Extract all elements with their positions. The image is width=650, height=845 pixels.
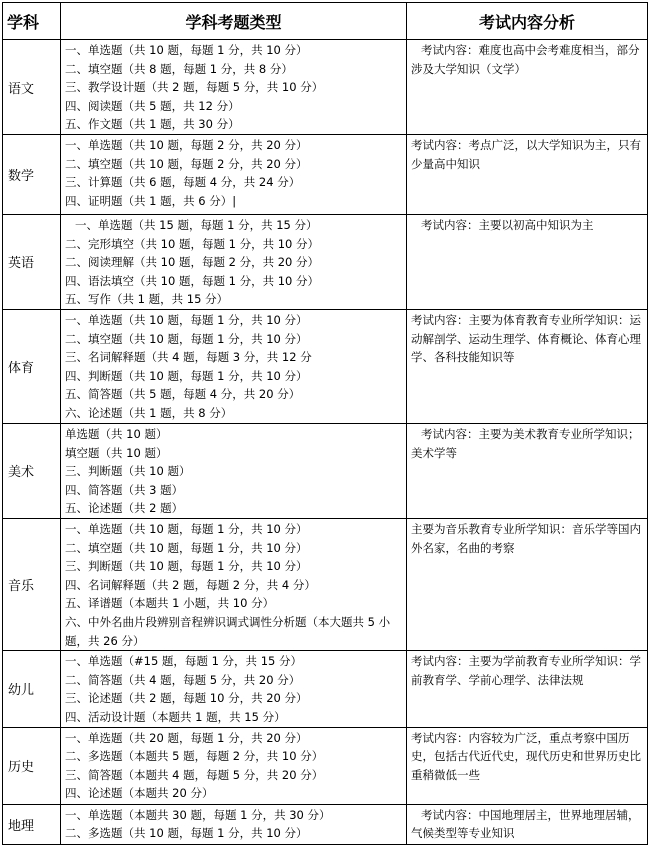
type-line [65,216,406,235]
subject-cell: 历史 [3,727,61,804]
type-line: 二、多选题（共 10 题，每题 1 分，共 10 分） [65,826,308,841]
type-line: 四、论述题（本题共 20 分） [65,786,214,801]
analysis-cell: 主要为音乐教育专业所学知识：音乐学等国内外名家，名曲的考察 [407,518,648,650]
subject-cell: 语文 [3,40,61,135]
type-line: 五、作文题（共 1 题，共 30 分） [65,117,240,132]
types-cell [61,40,407,135]
type-line: 四、名词解释题（共 2 题，每题 2 分，共 4 分） [65,577,316,592]
type-line: 四、阅读题（共 5 题，共 12 分） [65,98,240,113]
table-row [3,518,648,650]
type-line: 一、单选题（共 10 题，每题 1 分，共 10 分） [65,521,308,536]
type-line: 六、论述题（共 1 题，共 8 分） [65,405,233,420]
table-row [3,135,648,215]
type-line: 一、单选题（本题共 30 题，每题 1 分，共 30 分） [65,807,331,822]
type-line: 四、证明题（共 1 题，共 6 分）| [65,193,237,208]
types-cell [61,309,407,423]
type-line: 三、判断题（共 10 题，每题 1 分，共 10 分） [65,559,308,574]
header-types: 学科考题类型 [61,3,407,40]
type-line: 四、活动设计题（本题共 1 题，共 15 分） [65,709,286,724]
header-row [3,3,648,40]
subject-cell: 体育 [3,309,61,423]
table-row [3,651,648,727]
type-text: 一、单选题（共 15 题，每题 1 分，共 15 分） [75,218,318,232]
type-line: 二、简答题（共 4 题，每题 5 分，共 20 分） [65,672,301,687]
type-line: 填空题（共 10 题） [65,445,168,460]
type-line: 一、单选题（共 10 题，每题 1 分，共 10 分） [65,43,308,57]
type-line: 二、阅读理解（共 10 题，每题 2 分，共 20 分） [65,255,320,270]
table-row [3,727,648,804]
type-line: 三、名词解释题（共 4 题，每题 3 分，共 12 分 [65,350,312,365]
analysis-cell: 考试内容：考点广泛，以大学知识为主，只有少量高中知识 [407,135,648,215]
type-line: 四、简答题（共 3 题） [65,482,184,497]
subject-cell: 美术 [3,423,61,518]
type-line: 一、单选题（共 20 题，每题 1 分，共 20 分） [65,730,308,745]
analysis-cell [407,40,648,135]
types-cell [61,727,407,804]
type-line: 二、多选题（本题共 5 题，每题 2 分，共 10 分） [65,749,324,764]
type-line: 三、教学设计题（共 2 题，每题 5 分，共 10 分） [65,80,324,95]
type-line: 五、译谱题（本题共 1 小题，共 10 分） [65,596,275,611]
type-line: 一、单选题（共 10 题，每题 1 分，共 10 分） [65,312,308,327]
analysis-cell [407,423,648,518]
type-line: 单选题（共 10 题） [65,426,168,441]
table-row [3,309,648,423]
table-row [3,40,648,135]
analysis-cell [407,804,648,844]
analysis-text: 考试内容：主要以初高中知识为主 [421,218,594,232]
table-row [3,215,648,310]
type-line: 六、中外名曲片段辨别音程辨识调式调性分析题（本大题共 5 小题，共 26 分） [65,614,391,648]
type-line: 二、完形填空（共 10 题，每题 1 分，共 10 分） [65,236,320,251]
type-line: 三、判断题（共 10 题） [65,464,191,479]
types-cell [61,651,407,727]
analysis-cell: 考试内容：内容较为广泛，重点考察中国历史，包括古代近代史，现代历史和世界历史比重稍微低一些 [407,727,648,804]
type-line: 三、论述题（共 2 题，每题 10 分，共 20 分） [65,691,308,706]
type-line: 四、语法填空（共 10 题，每题 1 分，共 10 分） [65,273,320,288]
subject-cell: 幼儿 [3,651,61,727]
type-line: 三、计算题（共 6 题，每题 4 分，共 24 分） [65,175,301,190]
types-cell [61,423,407,518]
subject-cell: 数学 [3,135,61,215]
header-subject: 学科 [3,3,61,40]
analysis-cell: 考试内容：主要为体育教育专业所学知识：运动解剖学、运动生理学、体育概论、体育心理学、各科技能知识等 [407,309,648,423]
type-line: 五、简答题（共 5 题，每题 4 分，共 20 分） [65,387,301,402]
type-line: 二、填空题（共 10 题，每题 1 分，共 10 分） [65,540,308,555]
analysis-cell [407,215,648,310]
exam-table [2,2,648,845]
type-line: 三、简答题（本题共 4 题，每题 5 分，共 20 分） [65,767,324,782]
subject-cell: 音乐 [3,518,61,650]
analysis-text: 考试内容：难度也高中会考难度相当，部分涉及大学知识（文学） [411,43,640,76]
type-line: 四、判断题（共 10 题，每题 1 分，共 10 分） [65,368,308,383]
header-analysis: 考试内容分析 [407,3,648,40]
type-line: 五、写作（共 1 题，共 15 分） [65,292,229,307]
analysis-text: 考试内容：主要为美术教育专业所学知识；美术学等 [411,426,640,460]
types-cell [61,135,407,215]
type-line: 一、单选题（#15 题，每题 1 分，共 15 分） [65,654,302,669]
subject-cell: 地理 [3,804,61,844]
table-row [3,423,648,518]
types-cell [61,518,407,650]
analysis-cell: 考试内容：主要为学前教育专业所学知识：学前教育学、学前心理学、法律法规 [407,651,648,727]
type-line: 五、论述题（共 2 题） [65,501,184,516]
type-line: 一、单选题（共 10 题，每题 2 分，共 20 分） [65,138,308,152]
subject-cell: 英语 [3,215,61,310]
type-line: 二、填空题（共 10 题，每题 2 分，共 20 分） [65,156,308,171]
types-cell [61,215,407,310]
type-line: 二、填空题（共 10 题，每题 1 分，共 10 分） [65,331,308,346]
types-cell [61,804,407,844]
table-row [3,804,648,844]
type-line: 二、填空题（共 8 题，每题 1 分，共 8 分） [65,61,293,76]
analysis-text: 考试内容：中国地理居主，世界地理居辅，气候类型等专业知识 [411,807,640,841]
